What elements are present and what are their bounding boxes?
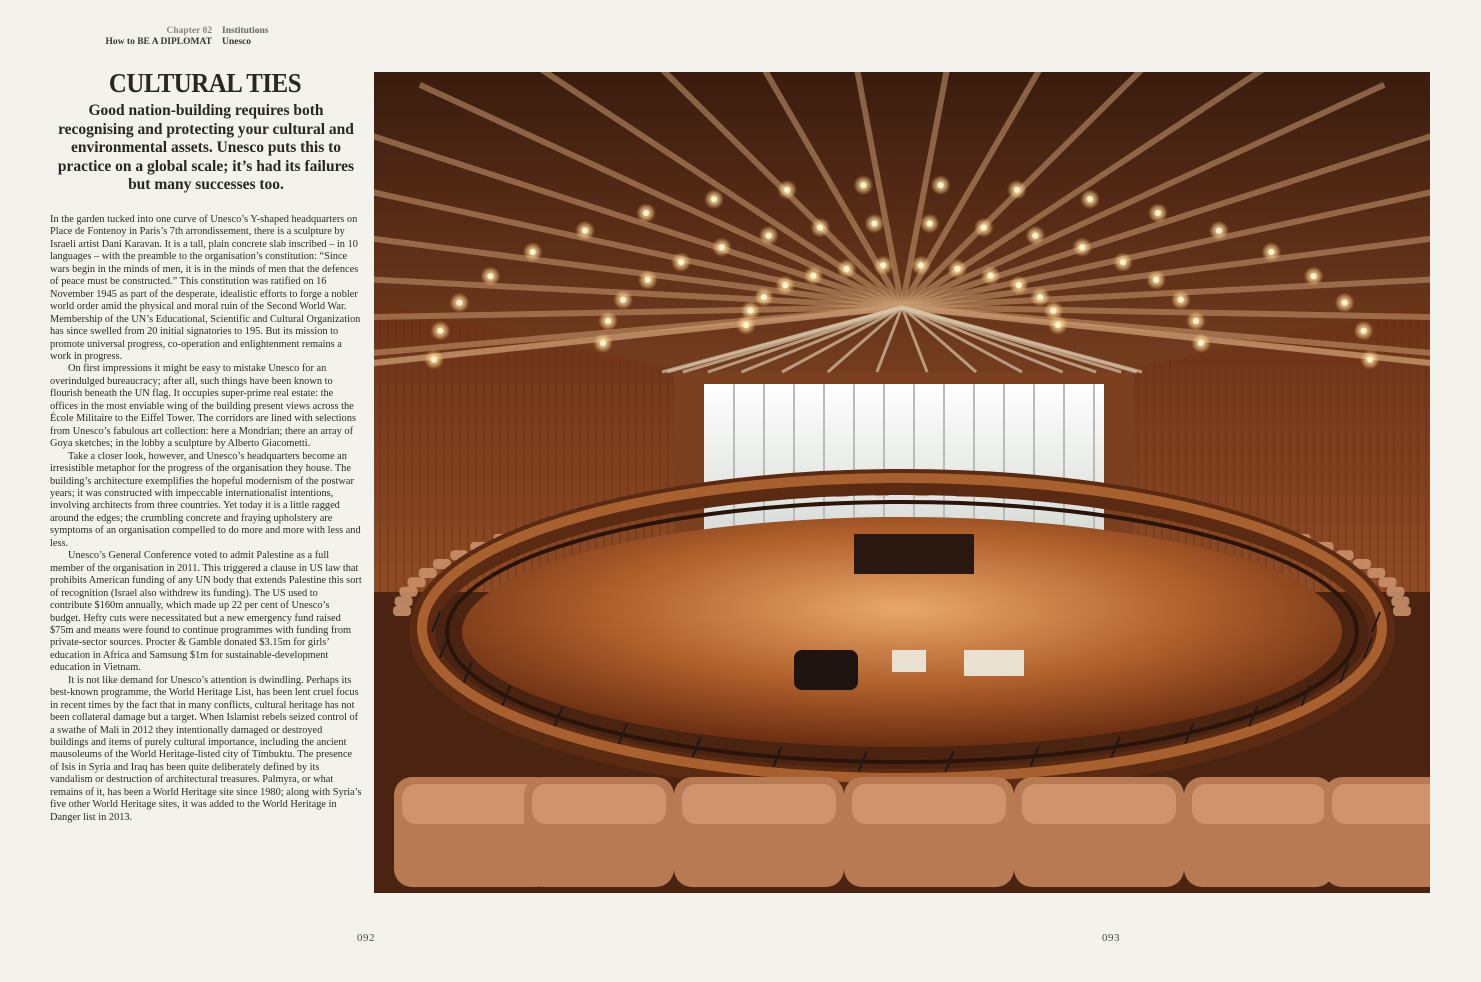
light-bulb bbox=[784, 187, 790, 193]
chapter-label: Chapter 02 bbox=[166, 26, 212, 36]
light-bulb bbox=[1155, 210, 1161, 216]
light-bulb bbox=[1198, 340, 1204, 346]
light-bulb bbox=[1050, 308, 1056, 314]
article-body bbox=[50, 214, 362, 824]
light-bulb bbox=[605, 318, 611, 324]
body-paragraph: Take a closer look, however, and Unesco’s headquarters become an irresistible metaphor for the progress of the organisation they house. The building’s architecture exemplifies the hopeful modernism of the postwar years; it was constructed with impeccable internationalist intentions, involving architects from three countries. Yet today it is a little ragged around the edges; the crumbling concrete and fraying upholstery are symptoms of an organisation compelled to do more and more with less and less. bbox=[50, 450, 361, 549]
foreground-chair-highlight bbox=[682, 784, 836, 824]
light-bulb bbox=[1178, 297, 1184, 303]
conference-room-photo bbox=[374, 72, 1430, 893]
foreground-chair-highlight bbox=[532, 784, 666, 824]
page-number-right: 093 bbox=[1102, 932, 1120, 944]
light-bulb bbox=[582, 228, 588, 234]
light-bulb bbox=[817, 225, 823, 231]
foreground-chair-highlight bbox=[852, 784, 1006, 824]
light-bulb bbox=[860, 182, 866, 188]
running-head bbox=[100, 26, 268, 48]
light-bulb bbox=[748, 308, 754, 314]
podium bbox=[854, 534, 974, 574]
book-title: How to BE A DIPLOMAT bbox=[105, 37, 212, 47]
audience-chair bbox=[1393, 606, 1411, 616]
audience-chair bbox=[419, 568, 437, 578]
light-bulb bbox=[1367, 357, 1373, 363]
light-bulb bbox=[600, 340, 606, 346]
light-bulb bbox=[719, 244, 725, 250]
light-bulb bbox=[918, 262, 924, 268]
light-bulb bbox=[643, 210, 649, 216]
audience-chair bbox=[1391, 596, 1409, 606]
light-bulb bbox=[1087, 196, 1093, 202]
light-bulb bbox=[530, 249, 536, 255]
light-bulb bbox=[871, 221, 877, 227]
audience-chair bbox=[395, 596, 413, 606]
light-bulb bbox=[1014, 187, 1020, 193]
light-bulb bbox=[782, 282, 788, 288]
light-bulb bbox=[981, 225, 987, 231]
audience-chair bbox=[1387, 587, 1405, 597]
topic-label: Unesco bbox=[222, 37, 252, 47]
name-plate bbox=[892, 650, 926, 672]
audience-chair bbox=[1367, 568, 1385, 578]
light-bulb bbox=[1037, 294, 1043, 300]
audience-chair bbox=[408, 577, 426, 587]
light-bulb bbox=[1268, 249, 1274, 255]
foreground-chair-highlight bbox=[1332, 784, 1430, 824]
light-bulb bbox=[743, 322, 749, 328]
light-bulb bbox=[880, 262, 886, 268]
audience-chair bbox=[1378, 577, 1396, 587]
foreground-chair-highlight bbox=[1022, 784, 1176, 824]
light-bulb bbox=[1193, 318, 1199, 324]
body-paragraph: It is not like demand for Unesco’s attention is dwindling. Perhaps its best-known programme, the World Heritage List, has been lent cruel focus in recent times by the fact that in many conflicts, cultural heritage has not been collateral damage but a target. When Islamist rebels seized control of a swathe of Mali in 2012 they intentionally damaged or destroyed buildings and items of purely cultural importance, including the ancient mausoleums of the World Heritage-listed city of Timbuktu. The presence of Isis in Syria and Iraq has been quite deliberately defined by its vandalism or destruction of architectural treasures. Palmyra, or what remains of it, has been a World Heritage site since 1980; along with Syria’s five other World Heritage sites, it was added to the World Heritage in Danger list in 2013. bbox=[50, 674, 362, 823]
body-paragraph: Unesco’s General Conference voted to admit Palestine as a full member of the organisation in 2011. This triggered a clause in US law that prohibits American funding of any UN body that extends Palestine this sort of recognition (Israel also withdrew its funding). The US used to contribute $160m annually, which made up 22 per cent of Unesco’s budget. Hefty cuts were necessitated but a new emergency fund raised $75m and means were found to continue programmes with funding from private-sector sources. Procter & Gamble donated $3.15m for girls’ education in Africa and Samsung $1m for sustainable-development education in Vietnam. bbox=[50, 550, 362, 674]
light-bulb bbox=[645, 277, 651, 283]
light-bulb bbox=[487, 273, 493, 279]
foreground-chair-highlight bbox=[1192, 784, 1326, 824]
light-bulb bbox=[844, 266, 850, 272]
body-paragraph: In the garden tucked into one curve of Unesco’s Y-shaped headquarters on Place de Fontenoy in Paris’s 7th arrondissement, there is a sculpture by Israeli artist Dani Karavan. It is a tall, plain concrete slab inscribed – in 10 languages – with the preamble to the organisation’s constitution: “Since wars begin in the minds of men, it is in the minds of men that the defences of peace must be constructed.” This constitution was ratified on 16 November 1945 as part of the desperate, idealistic efforts to forge a nobler world order amid the physical and moral ruin of the Second World War. Membership of the UN’s Educational, Scientific and Cultural Organization has since swelled from 20 initial signatories to 195. But its mission to promote universal progress, co-operation and enlightenment remains a work in progress. bbox=[50, 214, 361, 362]
section-label: Institutions bbox=[222, 26, 269, 36]
light-bulb bbox=[678, 259, 684, 265]
light-bulb bbox=[810, 273, 816, 279]
light-bulb bbox=[766, 233, 772, 239]
standfirst: Good nation-building requires both recognising and protecting your cultural and environmental assets. Unesco puts this to practice on a global scale; it’s had its failures but many successes too. bbox=[57, 102, 355, 193]
light-bulb bbox=[437, 328, 443, 334]
headline: CULTURAL TIES bbox=[108, 68, 302, 98]
light-bulb bbox=[761, 294, 767, 300]
audience-chair bbox=[393, 606, 411, 616]
light-bulb bbox=[1342, 300, 1348, 306]
chair-back-center bbox=[794, 650, 858, 690]
light-bulb bbox=[1032, 233, 1038, 239]
light-bulb bbox=[1311, 273, 1317, 279]
audience-chair bbox=[399, 587, 417, 597]
light-bulb bbox=[938, 182, 944, 188]
name-plate bbox=[964, 650, 1024, 676]
light-bulb bbox=[1120, 259, 1126, 265]
light-bulb bbox=[927, 221, 933, 227]
front-chair-row bbox=[394, 777, 1430, 887]
body-paragraph: On first impressions it might be easy to mistake Unesco for an overindulged bureaucracy; after all, such things have been known to flourish beneath the UN flag. It occupies super-prime real estate: the offices in the most enviable wing of the building present views across the École Militaire to the Eiffel Tower. The corridors are lined with selections from Unesco’s fabulous art collection: here a Mondrian; there an array of Goya sketches; in the lobby a sculpture by Alberto Giacometti. bbox=[50, 363, 357, 450]
light-bulb bbox=[431, 357, 437, 363]
light-bulb bbox=[1055, 322, 1061, 328]
light-bulb bbox=[711, 196, 717, 202]
light-bulb bbox=[1016, 282, 1022, 288]
light-bulb bbox=[954, 266, 960, 272]
light-bulb bbox=[620, 297, 626, 303]
page-number-left: 092 bbox=[357, 932, 375, 944]
light-bulb bbox=[456, 300, 462, 306]
conference-room-illustration bbox=[374, 72, 1430, 893]
light-bulb bbox=[1216, 228, 1222, 234]
light-bulb bbox=[988, 273, 994, 279]
light-bulb bbox=[1079, 244, 1085, 250]
light-bulb bbox=[1361, 328, 1367, 334]
light-bulb bbox=[1153, 277, 1159, 283]
